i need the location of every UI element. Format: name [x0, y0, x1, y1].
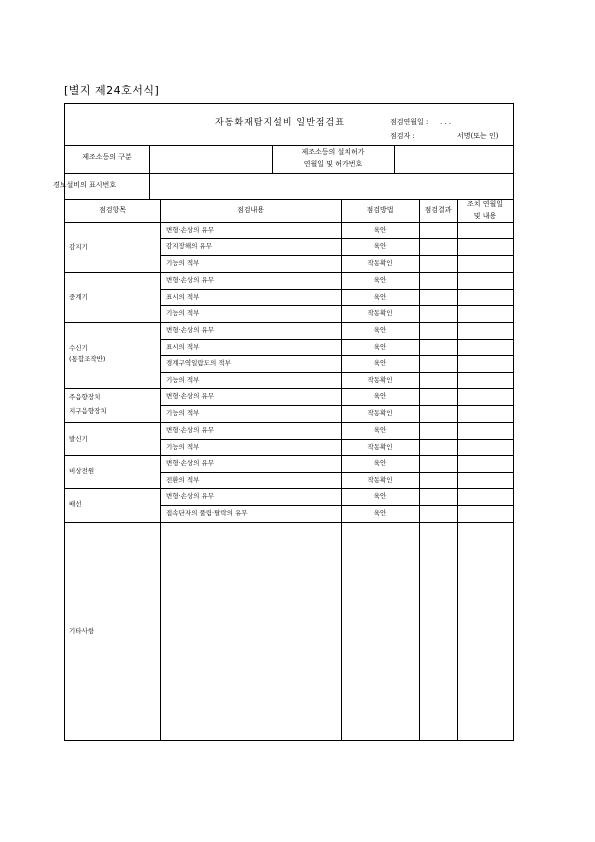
method-cell: 육안	[373, 226, 387, 234]
form-label: [별지 제24호서식]	[64, 84, 160, 97]
divider	[160, 199, 161, 740]
divider	[160, 305, 513, 306]
method-cell: 육안	[373, 326, 387, 334]
divider	[149, 145, 150, 173]
divider	[160, 472, 513, 473]
divider	[65, 455, 513, 456]
permit-label-line1: 제조소등의 설치허가	[301, 148, 365, 156]
inspection-date-value: . . .	[440, 118, 452, 126]
permit-label-line2: 연월일 및 허가번호	[303, 160, 363, 168]
divider	[160, 339, 513, 340]
method-cell: 육안	[373, 509, 387, 517]
object-type-label: 제조소등의 구분	[82, 153, 132, 161]
method-cell: 작동확인	[367, 259, 393, 267]
method-cell: 육안	[373, 276, 387, 284]
method-cell: 육안	[373, 426, 387, 434]
item-label: 발신기	[69, 435, 88, 443]
content-cell: 변형·손상의 유무	[166, 226, 215, 234]
item-label: 감지기	[69, 243, 88, 251]
header-result: 점검결과	[424, 206, 452, 214]
content-cell: 기능의 적부	[166, 376, 200, 384]
divider	[419, 199, 420, 740]
header-method: 점검방법	[366, 206, 394, 214]
content-cell: 변형·손상의 유무	[166, 276, 215, 284]
content-cell: 기능의 적부	[166, 309, 200, 317]
content-cell: 변형·손상의 유무	[166, 326, 215, 334]
divider	[65, 522, 513, 523]
content-cell: 경계구역일람도의 적부	[166, 359, 231, 367]
divider	[457, 199, 458, 740]
header-action-line1: 조치 연월일	[466, 200, 504, 208]
item-label: (통합조작반)	[69, 355, 106, 363]
content-cell: 전환의 적부	[166, 476, 200, 484]
equipment-number-label: 경보설비의 표시번호	[53, 181, 117, 189]
divider	[65, 199, 513, 200]
method-cell: 육안	[373, 293, 387, 301]
content-cell: 표시의 적부	[166, 343, 200, 351]
divider	[160, 355, 513, 356]
method-cell: 작동확인	[367, 409, 393, 417]
method-cell: 작동확인	[367, 476, 393, 484]
form-title: 자동화재탐지설비 일반점검표	[215, 118, 345, 128]
inspector-label: 점검자 :	[390, 132, 415, 140]
method-cell: 작동확인	[367, 376, 393, 384]
header-action-line2: 및 내용	[473, 212, 497, 220]
inspection-date-label: 점검연월일 :	[390, 118, 429, 126]
divider	[65, 222, 513, 223]
divider	[394, 145, 395, 173]
divider	[65, 388, 513, 389]
content-cell: 표시의 적부	[166, 293, 200, 301]
divider	[160, 289, 513, 290]
inspection-form	[53, 103, 514, 741]
method-cell: 육안	[373, 359, 387, 367]
divider	[65, 422, 513, 423]
item-label: 비상전원	[69, 467, 95, 475]
method-cell: 육안	[373, 459, 387, 467]
content-cell: 변형·손상의 유무	[166, 426, 215, 434]
divider	[160, 372, 513, 373]
header-item: 점검항목	[98, 206, 127, 214]
divider	[65, 488, 513, 489]
method-cell: 육안	[373, 492, 387, 500]
signature-label: 서명(또는 인)	[457, 132, 499, 140]
divider	[65, 322, 513, 323]
content-cell: 감지장해의 유무	[166, 242, 213, 250]
method-cell: 육안	[373, 242, 387, 250]
divider	[65, 272, 513, 273]
content-cell: 접속단자의 풀림·탈락의 유무	[166, 509, 248, 517]
other-label: 기타사항	[69, 627, 95, 635]
content-cell: 변형·손상의 유무	[166, 392, 215, 400]
method-cell: 육안	[373, 392, 387, 400]
method-cell: 작동확인	[367, 309, 393, 317]
content-cell: 기능의 적부	[166, 443, 200, 451]
content-cell: 기능의 적부	[166, 259, 200, 267]
header-content: 점검내용	[236, 206, 265, 214]
item-label: 배선	[69, 500, 82, 508]
item-label: 수신기	[69, 344, 88, 352]
item-label: 중계기	[69, 293, 88, 301]
method-cell: 작동확인	[367, 443, 393, 451]
divider	[65, 173, 513, 174]
item-label: 주음향장치	[69, 393, 101, 401]
content-cell: 변형·손상의 유무	[166, 492, 215, 500]
content-cell: 변형·손상의 유무	[166, 459, 215, 467]
content-cell: 기능의 적부	[166, 409, 200, 417]
item-label: 지구음향장치	[69, 407, 107, 415]
divider	[160, 505, 513, 506]
divider	[149, 173, 150, 199]
divider	[65, 145, 513, 146]
method-cell: 육안	[373, 343, 387, 351]
divider	[160, 405, 513, 406]
divider	[160, 439, 513, 440]
divider	[160, 238, 513, 239]
divider	[160, 255, 513, 256]
